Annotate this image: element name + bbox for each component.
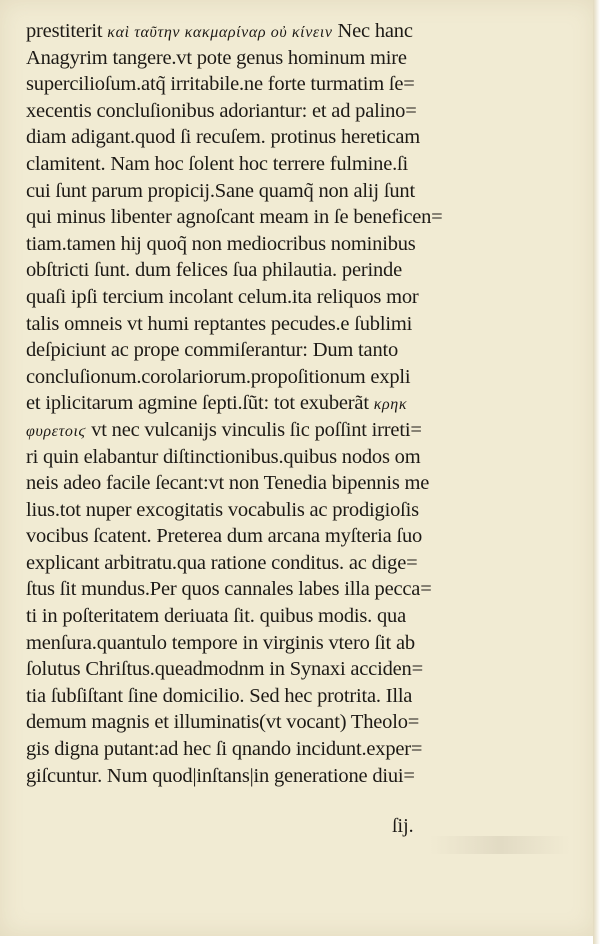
line-text: concluſionum.corolariorum.propoſitionum expli <box>26 365 411 388</box>
text-line <box>26 337 596 364</box>
text-line <box>26 523 596 550</box>
text-line <box>26 311 596 338</box>
text-line <box>26 736 596 763</box>
show-through-smudge <box>430 836 570 854</box>
line-text: obſtricti ſunt. dum felices ſua philautia. perinde <box>26 259 402 282</box>
line-text: tia ſubſiſtant ſine domicilio. Sed hec protrita. Illa <box>26 684 413 707</box>
line-text: talis omneis vt humi reptantes pecudes.e ſublimi <box>26 312 413 335</box>
line-text: deſpiciunt ac prope commiſerantur: Dum tanto <box>26 339 399 362</box>
text-line <box>26 178 596 205</box>
text-line <box>26 763 596 790</box>
text-line <box>26 470 596 497</box>
text-line <box>26 550 596 577</box>
line-text: explicant arbitratu.qua ratione conditus. ac dige= <box>26 551 418 574</box>
line-text: xecentis concluſionibus adoriantur: et ad palino= <box>26 99 417 122</box>
text-line <box>26 417 596 444</box>
greek-text: καὶ ταῦτην κακμαρίναρ οὐ κίνειν <box>107 24 333 41</box>
line-text: giſcuntur. Num quod|inſtans|in generatione diui= <box>26 764 415 787</box>
line-text: cui ſunt parum propicij.Sane quamq̃ non alij ſunt <box>26 179 415 202</box>
line-text: qui minus libenter agnoſcant meam in ſe beneficen= <box>26 206 443 229</box>
signature-mark: ſij. <box>392 815 414 837</box>
greek-text: κρηκ <box>373 396 408 414</box>
text-line <box>26 709 596 736</box>
line-text: supercilioſum.atq̃ irritabile.ne forte turmatim ſe= <box>26 73 415 96</box>
text-line <box>26 576 596 603</box>
text-block <box>26 18 596 789</box>
text-line <box>26 603 596 630</box>
greek-text: φυρετοιϛ <box>26 422 87 440</box>
line-text: vocibus ſcatent. Preterea dum arcana myſteria ſuo <box>26 525 423 548</box>
text-line <box>26 683 596 710</box>
line-text: ſolutus Chriſtus.queadmodnm in Synaxi acciden= <box>26 658 423 681</box>
line-text: diam adigant.quod ſi recuſem. protinus hereticam <box>26 126 421 149</box>
line-text: demum magnis et illuminatis(vt vocant) Theolo= <box>26 711 420 734</box>
text-line <box>26 497 596 524</box>
text-line <box>26 444 596 471</box>
text-line <box>26 98 596 125</box>
text-line <box>26 364 596 391</box>
text-line <box>26 18 596 45</box>
line-text: clamitent. Nam hoc ſolent hoc terrere fulmine.ſi <box>26 152 409 175</box>
line-text-tail: Nec hanc <box>332 20 413 42</box>
text-line <box>26 231 596 258</box>
line-text: Anagyrim tangere.vt pote genus hominum mire <box>26 46 407 69</box>
line-text: gis digna putant:ad hec ſi qnando incidunt.exper= <box>26 738 423 761</box>
text-line <box>26 45 596 72</box>
line-text: lius.tot nuper excogitatis vocabulis ac prodigioſis <box>26 498 419 521</box>
line-text: et iplicitarum agmine ſepti.ſũt: tot exuberãt <box>26 392 374 415</box>
text-line <box>26 390 596 417</box>
text-line <box>26 257 596 284</box>
line-text: ſtus ſit mundus.Per quos cannales labes illa pecca= <box>26 578 432 601</box>
text-line <box>26 204 596 231</box>
text-line <box>26 71 596 98</box>
text-line <box>26 630 596 657</box>
line-text: ti in poſteritatem deriuata ſit. quibus modis. qua <box>26 605 407 628</box>
line-text: quaſi ipſi tercium incolant celum.ita reliquos mor <box>26 285 419 308</box>
line-text: neis adeo facile ſecant:vt non Tenedia bipennis me <box>26 472 430 495</box>
text-line <box>26 284 596 311</box>
line-text-tail: vt nec vulcanijs vinculis ſic poſſint irreti= <box>86 418 422 441</box>
line-text: tiam.tamen hij quoq̃ non mediocribus nominibus <box>26 232 416 255</box>
line-text: prestiterit <box>26 20 108 42</box>
text-line <box>26 151 596 178</box>
text-line <box>26 124 596 151</box>
line-text: menſura.quantulo tempore in virginis vtero ſit ab <box>26 631 415 654</box>
text-line <box>26 656 596 683</box>
line-text: ri quin elabantur diſtinctionibus.quibus nodos om <box>26 445 421 468</box>
